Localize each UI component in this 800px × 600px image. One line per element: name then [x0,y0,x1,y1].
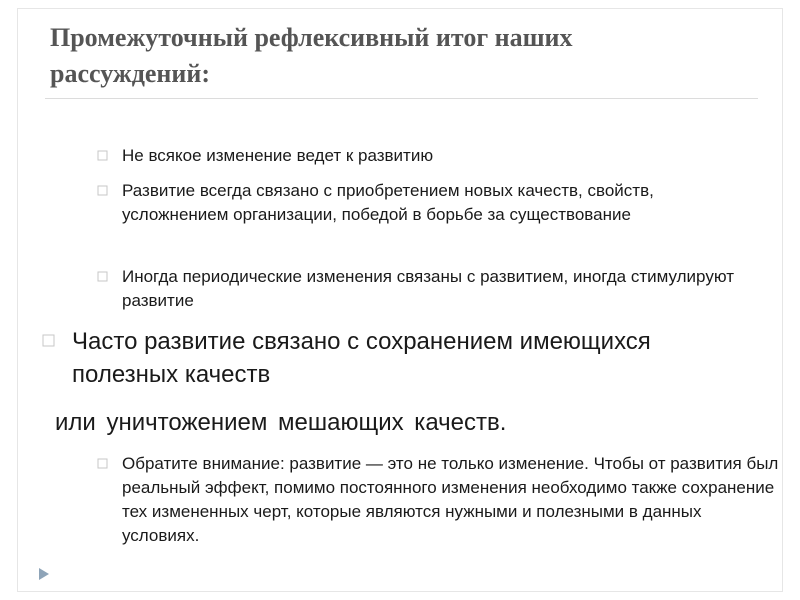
note-bullet [97,452,782,548]
square-bullet-icon [42,334,55,347]
title-divider [45,98,758,99]
square-bullet-icon [97,150,108,161]
bullet-text: Иногда периодические изменения связаны с развитием, иногда стимулируют развитие [122,267,734,310]
bullet-text: Развитие всегда связано с приобретением новых качеств, свойств, усложнением организации, победой в борьбе за существование [122,181,654,224]
square-bullet-icon [97,185,108,196]
main-point-text: Часто развитие связано с сохранением имеющихся полезных качеств [72,328,651,388]
slide-title: Промежуточный рефлексивный итог наших рассуждений: [50,23,573,88]
note-text: Обратите внимание: развитие — это не только изменение. Чтобы от развития был реальный эффект, помимо постоянного изменения необходимо также сохранение тех измененных черт, которые являются нужными и полезными в данных условиях. [122,454,779,545]
main-point-continuation: или уничтожением мешающих качеств. [55,409,507,436]
square-bullet-icon [97,271,108,282]
main-point [42,325,732,391]
bullet-text: Не всякое изменение ведет к развитию [122,146,434,165]
triangle-arrow-icon [37,566,51,587]
bullet-item-1 [97,144,762,168]
bullet-item-3 [97,265,762,313]
bullet-item-2 [97,179,762,227]
square-bullet-icon [97,458,108,469]
